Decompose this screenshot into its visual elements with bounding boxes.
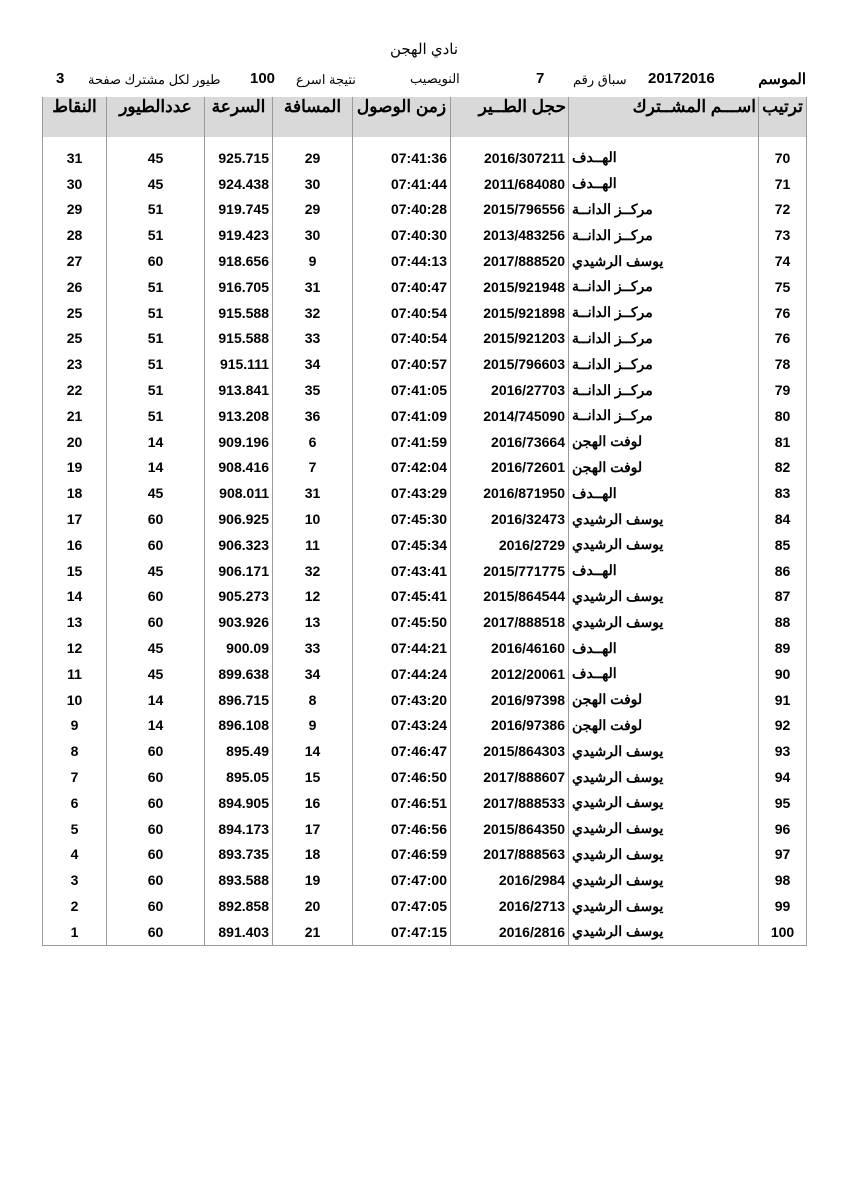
cell-distance: 35 <box>273 377 353 403</box>
race-number: 7 <box>536 70 545 87</box>
cell-ring: 2016/46160 <box>451 635 569 661</box>
cell-birds: 51 <box>107 274 205 300</box>
cell-ring: 2016/72601 <box>451 455 569 481</box>
table-row <box>43 584 807 610</box>
cell-member-name: يوسف الرشيدي <box>569 867 759 893</box>
cell-member-name: الهــدف <box>569 137 759 171</box>
cell-distance: 30 <box>273 222 353 248</box>
cell-points: 7 <box>43 764 107 790</box>
cell-arrival-time: 07:40:54 <box>353 300 451 326</box>
cell-distance: 32 <box>273 300 353 326</box>
table-row <box>43 738 807 764</box>
cell-ring: 2016/27703 <box>451 377 569 403</box>
cell-arrival-time: 07:43:41 <box>353 558 451 584</box>
cell-ring: 2017/888518 <box>451 609 569 635</box>
cell-distance: 11 <box>273 532 353 558</box>
cell-birds: 51 <box>107 222 205 248</box>
table-row <box>43 248 807 274</box>
cell-distance: 31 <box>273 274 353 300</box>
cell-arrival-time: 07:43:20 <box>353 687 451 713</box>
cell-points: 30 <box>43 171 107 197</box>
cell-speed: 891.403 <box>205 919 273 945</box>
cell-member-name: لوفت الهجن <box>569 455 759 481</box>
cell-points: 19 <box>43 455 107 481</box>
cell-ring: 2016/32473 <box>451 506 569 532</box>
cell-speed: 893.735 <box>205 842 273 868</box>
cell-birds: 14 <box>107 429 205 455</box>
results-table <box>42 97 807 946</box>
cell-distance: 20 <box>273 893 353 919</box>
cell-birds: 14 <box>107 455 205 481</box>
col-rank: ترتيب <box>759 97 807 137</box>
season-value: 20172016 <box>648 70 715 87</box>
cell-rank: 88 <box>759 609 807 635</box>
cell-member-name: الهــدف <box>569 480 759 506</box>
cell-distance: 31 <box>273 480 353 506</box>
cell-speed: 919.745 <box>205 197 273 223</box>
cell-points: 27 <box>43 248 107 274</box>
table-row <box>43 816 807 842</box>
table-row <box>43 137 807 171</box>
table-row <box>43 455 807 481</box>
col-birds: عددالطيور <box>107 97 205 137</box>
cell-points: 18 <box>43 480 107 506</box>
cell-points: 21 <box>43 403 107 429</box>
cell-rank: 81 <box>759 429 807 455</box>
cell-rank: 83 <box>759 480 807 506</box>
cell-ring: 2017/888563 <box>451 842 569 868</box>
cell-rank: 78 <box>759 351 807 377</box>
cell-ring: 2017/888607 <box>451 764 569 790</box>
cell-rank: 97 <box>759 842 807 868</box>
cell-ring: 2015/796603 <box>451 351 569 377</box>
cell-speed: 895.05 <box>205 764 273 790</box>
cell-birds: 51 <box>107 326 205 352</box>
cell-points: 29 <box>43 197 107 223</box>
cell-ring: 2016/2984 <box>451 867 569 893</box>
cell-speed: 915.588 <box>205 300 273 326</box>
cell-birds: 51 <box>107 300 205 326</box>
cell-ring: 2016/73664 <box>451 429 569 455</box>
cell-birds: 60 <box>107 506 205 532</box>
cell-birds: 60 <box>107 584 205 610</box>
cell-member-name: يوسف الرشيدي <box>569 584 759 610</box>
col-distance: المسافة <box>273 97 353 137</box>
table-row <box>43 506 807 532</box>
cell-member-name: يوسف الرشيدي <box>569 790 759 816</box>
cell-rank: 82 <box>759 455 807 481</box>
cell-rank: 93 <box>759 738 807 764</box>
cell-rank: 87 <box>759 584 807 610</box>
cell-member-name: الهــدف <box>569 171 759 197</box>
table-row <box>43 764 807 790</box>
table-row <box>43 842 807 868</box>
cell-member-name: مركــز الدانــة <box>569 403 759 429</box>
cell-arrival-time: 07:43:24 <box>353 713 451 739</box>
cell-rank: 89 <box>759 635 807 661</box>
cell-points: 9 <box>43 713 107 739</box>
cell-points: 14 <box>43 584 107 610</box>
cell-ring: 2015/771775 <box>451 558 569 584</box>
cell-distance: 8 <box>273 687 353 713</box>
cell-member-name: الهــدف <box>569 661 759 687</box>
cell-arrival-time: 07:47:00 <box>353 867 451 893</box>
cell-points: 2 <box>43 893 107 919</box>
cell-rank: 95 <box>759 790 807 816</box>
cell-rank: 100 <box>759 919 807 945</box>
cell-arrival-time: 07:40:30 <box>353 222 451 248</box>
table-row <box>43 635 807 661</box>
cell-arrival-time: 07:45:41 <box>353 584 451 610</box>
cell-member-name: الهــدف <box>569 635 759 661</box>
cell-arrival-time: 07:41:05 <box>353 377 451 403</box>
birds-per-member-label: طيور لكل مشترك صفحة <box>88 72 221 87</box>
cell-distance: 17 <box>273 816 353 842</box>
cell-arrival-time: 07:46:51 <box>353 790 451 816</box>
cell-rank: 71 <box>759 171 807 197</box>
cell-speed: 893.588 <box>205 867 273 893</box>
cell-speed: 906.925 <box>205 506 273 532</box>
cell-points: 11 <box>43 661 107 687</box>
col-speed: السرعة <box>205 97 273 137</box>
cell-distance: 19 <box>273 867 353 893</box>
cell-member-name: يوسف الرشيدي <box>569 893 759 919</box>
cell-points: 17 <box>43 506 107 532</box>
cell-distance: 21 <box>273 919 353 945</box>
page-number: 3 <box>56 70 65 87</box>
cell-points: 31 <box>43 137 107 171</box>
cell-rank: 70 <box>759 137 807 171</box>
cell-distance: 32 <box>273 558 353 584</box>
cell-arrival-time: 07:44:24 <box>353 661 451 687</box>
cell-ring: 2013/483256 <box>451 222 569 248</box>
cell-ring: 2015/864350 <box>451 816 569 842</box>
cell-speed: 908.011 <box>205 480 273 506</box>
table-row <box>43 790 807 816</box>
cell-ring: 2015/921898 <box>451 300 569 326</box>
cell-arrival-time: 07:41:44 <box>353 171 451 197</box>
cell-ring: 2015/796556 <box>451 197 569 223</box>
table-row <box>43 171 807 197</box>
cell-speed: 915.111 <box>205 351 273 377</box>
cell-birds: 51 <box>107 377 205 403</box>
cell-member-name: لوفت الهجن <box>569 429 759 455</box>
cell-birds: 60 <box>107 790 205 816</box>
cell-birds: 45 <box>107 171 205 197</box>
cell-speed: 909.196 <box>205 429 273 455</box>
cell-ring: 2012/20061 <box>451 661 569 687</box>
cell-ring: 2016/307211 <box>451 137 569 171</box>
cell-distance: 14 <box>273 738 353 764</box>
table-row <box>43 403 807 429</box>
cell-arrival-time: 07:46:50 <box>353 764 451 790</box>
cell-member-name: مركــز الدانــة <box>569 197 759 223</box>
cell-birds: 60 <box>107 893 205 919</box>
cell-points: 13 <box>43 609 107 635</box>
cell-points: 6 <box>43 790 107 816</box>
table-row <box>43 661 807 687</box>
cell-ring: 2016/97386 <box>451 713 569 739</box>
col-points: النقاط <box>43 97 107 137</box>
cell-member-name: يوسف الرشيدي <box>569 842 759 868</box>
cell-arrival-time: 07:47:05 <box>353 893 451 919</box>
cell-member-name: مركــز الدانــة <box>569 300 759 326</box>
col-member-name: اســـم المشــترك <box>569 97 759 137</box>
cell-points: 26 <box>43 274 107 300</box>
cell-birds: 45 <box>107 661 205 687</box>
cell-member-name: يوسف الرشيدي <box>569 532 759 558</box>
cell-speed: 916.705 <box>205 274 273 300</box>
cell-points: 10 <box>43 687 107 713</box>
table-row <box>43 351 807 377</box>
cell-speed: 899.638 <box>205 661 273 687</box>
cell-arrival-time: 07:45:50 <box>353 609 451 635</box>
cell-ring: 2011/684080 <box>451 171 569 197</box>
cell-member-name: مركــز الدانــة <box>569 377 759 403</box>
col-arrival-time: زمن الوصول <box>353 97 451 137</box>
cell-rank: 99 <box>759 893 807 919</box>
cell-member-name: يوسف الرشيدي <box>569 738 759 764</box>
table-header-row <box>43 97 807 137</box>
cell-ring: 2015/921948 <box>451 274 569 300</box>
cell-points: 22 <box>43 377 107 403</box>
table-row <box>43 532 807 558</box>
cell-speed: 908.416 <box>205 455 273 481</box>
cell-birds: 60 <box>107 867 205 893</box>
cell-rank: 86 <box>759 558 807 584</box>
cell-birds: 51 <box>107 403 205 429</box>
cell-ring: 2015/864544 <box>451 584 569 610</box>
cell-distance: 34 <box>273 661 353 687</box>
cell-birds: 60 <box>107 738 205 764</box>
cell-rank: 80 <box>759 403 807 429</box>
cell-member-name: مركــز الدانــة <box>569 326 759 352</box>
cell-speed: 905.273 <box>205 584 273 610</box>
cell-rank: 90 <box>759 661 807 687</box>
cell-rank: 92 <box>759 713 807 739</box>
cell-member-name: مركــز الدانــة <box>569 274 759 300</box>
cell-points: 23 <box>43 351 107 377</box>
cell-ring: 2016/2729 <box>451 532 569 558</box>
cell-points: 25 <box>43 326 107 352</box>
cell-ring: 2016/2713 <box>451 893 569 919</box>
result-count: 100 <box>250 70 276 87</box>
cell-member-name: يوسف الرشيدي <box>569 609 759 635</box>
cell-distance: 15 <box>273 764 353 790</box>
cell-birds: 60 <box>107 842 205 868</box>
cell-member-name: يوسف الرشيدي <box>569 816 759 842</box>
cell-speed: 903.926 <box>205 609 273 635</box>
cell-speed: 906.171 <box>205 558 273 584</box>
cell-birds: 60 <box>107 816 205 842</box>
cell-points: 20 <box>43 429 107 455</box>
cell-distance: 36 <box>273 403 353 429</box>
cell-birds: 14 <box>107 687 205 713</box>
cell-birds: 60 <box>107 764 205 790</box>
cell-speed: 925.715 <box>205 137 273 171</box>
cell-ring: 2017/888520 <box>451 248 569 274</box>
cell-ring: 2016/871950 <box>451 480 569 506</box>
race-label: سباق رقم <box>573 72 627 87</box>
cell-rank: 76 <box>759 300 807 326</box>
cell-speed: 895.49 <box>205 738 273 764</box>
cell-rank: 85 <box>759 532 807 558</box>
cell-arrival-time: 07:43:29 <box>353 480 451 506</box>
cell-arrival-time: 07:44:21 <box>353 635 451 661</box>
cell-arrival-time: 07:42:04 <box>353 455 451 481</box>
cell-speed: 892.858 <box>205 893 273 919</box>
cell-member-name: لوفت الهجن <box>569 687 759 713</box>
cell-distance: 13 <box>273 609 353 635</box>
cell-speed: 896.715 <box>205 687 273 713</box>
cell-distance: 10 <box>273 506 353 532</box>
cell-member-name: مركــز الدانــة <box>569 222 759 248</box>
cell-arrival-time: 07:45:34 <box>353 532 451 558</box>
cell-points: 12 <box>43 635 107 661</box>
cell-ring: 2017/888533 <box>451 790 569 816</box>
cell-distance: 33 <box>273 326 353 352</box>
cell-speed: 924.438 <box>205 171 273 197</box>
cell-ring: 2016/2816 <box>451 919 569 945</box>
table-row <box>43 222 807 248</box>
cell-birds: 45 <box>107 558 205 584</box>
cell-speed: 900.09 <box>205 635 273 661</box>
cell-arrival-time: 07:40:28 <box>353 197 451 223</box>
table-row <box>43 326 807 352</box>
cell-birds: 51 <box>107 197 205 223</box>
table-row <box>43 687 807 713</box>
cell-speed: 894.905 <box>205 790 273 816</box>
cell-member-name: يوسف الرشيدي <box>569 764 759 790</box>
table-row <box>43 197 807 223</box>
cell-points: 5 <box>43 816 107 842</box>
cell-birds: 45 <box>107 635 205 661</box>
cell-arrival-time: 07:46:47 <box>353 738 451 764</box>
cell-distance: 30 <box>273 171 353 197</box>
cell-member-name: مركــز الدانــة <box>569 351 759 377</box>
cell-arrival-time: 07:46:56 <box>353 816 451 842</box>
cell-member-name: يوسف الرشيدي <box>569 506 759 532</box>
table-row <box>43 480 807 506</box>
cell-speed: 919.423 <box>205 222 273 248</box>
cell-birds: 14 <box>107 713 205 739</box>
cell-birds: 60 <box>107 609 205 635</box>
cell-points: 8 <box>43 738 107 764</box>
cell-rank: 76 <box>759 326 807 352</box>
cell-member-name: يوسف الرشيدي <box>569 248 759 274</box>
cell-distance: 29 <box>273 197 353 223</box>
cell-distance: 9 <box>273 248 353 274</box>
cell-arrival-time: 07:45:30 <box>353 506 451 532</box>
cell-points: 15 <box>43 558 107 584</box>
cell-distance: 12 <box>273 584 353 610</box>
table-row <box>43 300 807 326</box>
cell-distance: 33 <box>273 635 353 661</box>
race-name: النويصيب <box>410 71 460 86</box>
result-label: نتيجة اسرع <box>296 72 356 87</box>
cell-birds: 45 <box>107 480 205 506</box>
cell-birds: 60 <box>107 248 205 274</box>
cell-points: 25 <box>43 300 107 326</box>
cell-points: 16 <box>43 532 107 558</box>
cell-distance: 18 <box>273 842 353 868</box>
cell-ring: 2014/745090 <box>451 403 569 429</box>
cell-arrival-time: 07:46:59 <box>353 842 451 868</box>
season-label: الموسم <box>758 71 806 88</box>
cell-distance: 6 <box>273 429 353 455</box>
cell-speed: 913.841 <box>205 377 273 403</box>
cell-rank: 84 <box>759 506 807 532</box>
cell-rank: 72 <box>759 197 807 223</box>
cell-distance: 7 <box>273 455 353 481</box>
cell-arrival-time: 07:47:15 <box>353 919 451 945</box>
cell-rank: 96 <box>759 816 807 842</box>
cell-speed: 894.173 <box>205 816 273 842</box>
cell-arrival-time: 07:40:47 <box>353 274 451 300</box>
cell-distance: 9 <box>273 713 353 739</box>
cell-rank: 91 <box>759 687 807 713</box>
cell-arrival-time: 07:41:59 <box>353 429 451 455</box>
cell-points: 1 <box>43 919 107 945</box>
cell-ring: 2015/864303 <box>451 738 569 764</box>
table-row <box>43 919 807 945</box>
cell-ring: 2016/97398 <box>451 687 569 713</box>
cell-rank: 98 <box>759 867 807 893</box>
table-row <box>43 274 807 300</box>
cell-points: 4 <box>43 842 107 868</box>
table-row <box>43 558 807 584</box>
table-row <box>43 609 807 635</box>
cell-speed: 906.323 <box>205 532 273 558</box>
cell-arrival-time: 07:40:54 <box>353 326 451 352</box>
cell-speed: 896.108 <box>205 713 273 739</box>
table-row <box>43 429 807 455</box>
cell-birds: 60 <box>107 919 205 945</box>
cell-speed: 915.588 <box>205 326 273 352</box>
cell-points: 3 <box>43 867 107 893</box>
cell-ring: 2015/921203 <box>451 326 569 352</box>
cell-arrival-time: 07:41:36 <box>353 137 451 171</box>
cell-member-name: لوفت الهجن <box>569 713 759 739</box>
cell-rank: 75 <box>759 274 807 300</box>
table-row <box>43 893 807 919</box>
cell-member-name: الهــدف <box>569 558 759 584</box>
col-ring: حجل الطــير <box>451 97 569 137</box>
cell-speed: 913.208 <box>205 403 273 429</box>
cell-distance: 29 <box>273 137 353 171</box>
cell-birds: 60 <box>107 532 205 558</box>
cell-rank: 73 <box>759 222 807 248</box>
cell-arrival-time: 07:44:13 <box>353 248 451 274</box>
cell-birds: 45 <box>107 137 205 171</box>
table-row <box>43 867 807 893</box>
cell-speed: 918.656 <box>205 248 273 274</box>
cell-member-name: يوسف الرشيدي <box>569 919 759 945</box>
cell-distance: 34 <box>273 351 353 377</box>
table-row <box>43 377 807 403</box>
cell-rank: 94 <box>759 764 807 790</box>
cell-rank: 79 <box>759 377 807 403</box>
club-title: نادي الهجن <box>389 41 459 58</box>
cell-arrival-time: 07:40:57 <box>353 351 451 377</box>
cell-rank: 74 <box>759 248 807 274</box>
cell-arrival-time: 07:41:09 <box>353 403 451 429</box>
table-row <box>43 713 807 739</box>
cell-birds: 51 <box>107 351 205 377</box>
cell-distance: 16 <box>273 790 353 816</box>
cell-points: 28 <box>43 222 107 248</box>
